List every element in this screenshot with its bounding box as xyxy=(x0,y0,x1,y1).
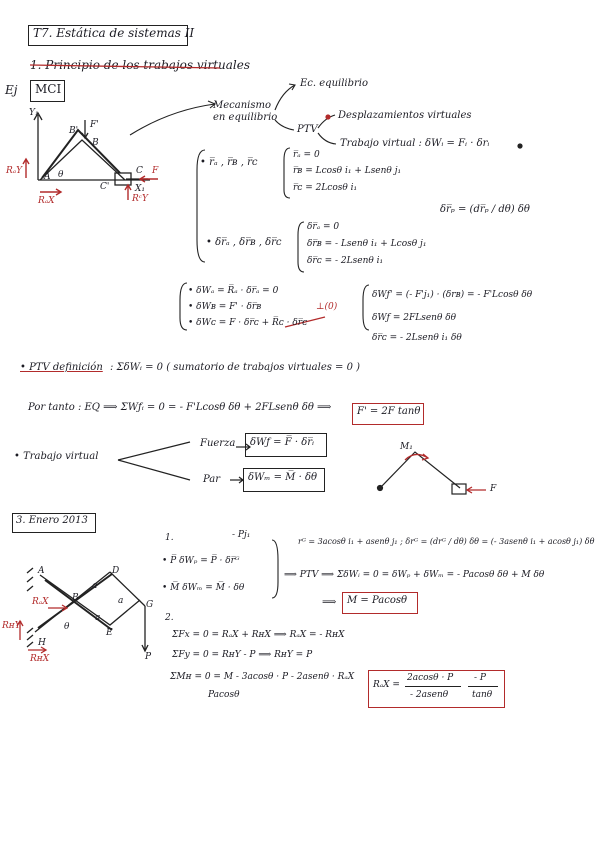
pj-label: - Pj₁ xyxy=(232,530,251,540)
trabajo-virtual-line: Trabajo virtual : δWᵢ = Fᵢ · δrᵢ xyxy=(340,138,490,149)
position-a: r̅ₐ = 0 xyxy=(293,150,320,160)
label-x1: X₁ xyxy=(135,184,146,194)
rax-num: 2acosθ · P xyxy=(407,673,454,683)
diag3-p: P xyxy=(145,652,152,662)
virtual-b: δr̅ʙ = - Lsenθ i₁ + Lcosθ j₁ xyxy=(307,239,427,249)
item1-label: 1. xyxy=(165,533,174,543)
m1-label: M₁ xyxy=(400,442,413,452)
par-formula: δWₘ = M̅ · δθ xyxy=(248,472,317,483)
m-line: • M̅ δWₘ = M̅ · δθ xyxy=(162,583,245,593)
sum-mh: ΣMʜ = 0 = M - 3acosθ · P - 2asenθ · RₐX xyxy=(170,672,355,682)
label-b: B xyxy=(92,138,99,148)
diag3-rax: RₐX xyxy=(32,597,49,607)
rax-den: - 2asenθ xyxy=(410,690,449,700)
m-result-arrow: ⟹ xyxy=(322,597,337,608)
diag3-b: B xyxy=(72,593,79,603)
mechanism-label: Mecanismo en equilibrio xyxy=(213,100,278,123)
par-label: Par xyxy=(203,474,221,485)
label-rax: RₐX xyxy=(38,196,55,206)
diag3-rhx: RʜX xyxy=(30,654,50,664)
virtual-c: δr̅ᴄ = - 2Lsenθ i₁ xyxy=(307,256,384,266)
topic-title: T7. Estática de sistemas II xyxy=(33,26,195,40)
label-f-prime: F' xyxy=(90,120,99,130)
label-rcy: RᶜY xyxy=(132,194,148,204)
sum-fx: ΣFx = 0 = RₐX + RʜX ⟹ RₐX = - RʜX xyxy=(172,630,345,640)
f-arrow-label: F xyxy=(490,484,497,494)
result-rc: δr̅ᴄ = - 2Lsenθ i₁ δθ xyxy=(372,333,462,343)
m-result: M = Pacosθ xyxy=(347,595,407,606)
virtual-header: • δr̅ₐ , δr̅ʙ , δr̅ᴄ xyxy=(206,237,282,248)
diag3-a: A xyxy=(38,566,45,576)
diag3-rhy: RʜY xyxy=(2,621,21,631)
diag3-e: E xyxy=(106,628,113,638)
diag3-a1: a xyxy=(92,581,98,591)
ptv-def-text: : ΣδWᵢ = 0 ( sumatorio de trabajos virtuales = 0 ) xyxy=(110,362,361,373)
work-line-c: • δWᴄ = F · δr̅ᴄ + R̅ᴄ · δr̅ᴄ xyxy=(188,318,308,328)
item2-label: 2. xyxy=(165,613,174,623)
diag3-a2: a xyxy=(118,596,124,606)
positions-header: • r̅ₐ , r̅ʙ , r̅ᴄ xyxy=(200,157,258,168)
ptv-line: ⟹ PTV ⟹ ΣδWᵢ = 0 = δWₚ + δWₘ = - Pacosθ δθ + M δθ xyxy=(284,570,545,580)
f-prime-result: F' = 2F tanθ xyxy=(357,406,421,417)
diag3-d: D xyxy=(112,566,120,576)
diag3-a3: a xyxy=(95,613,101,623)
ptv-def-label: • PTV definición xyxy=(20,362,103,373)
label-f: F xyxy=(152,166,159,176)
ptv-label: PTV xyxy=(297,124,318,135)
section3-title: 3. Enero 2013 xyxy=(16,515,88,526)
label-y1: Y₁ xyxy=(29,108,39,118)
trabajo-virtual-label: • Trabajo virtual xyxy=(14,451,99,462)
mci-label: MCI xyxy=(35,82,62,96)
drp-formula: δr̅ₚ = (dr̅ₚ / dθ) δθ xyxy=(440,204,530,215)
sum-fy: ΣFy = 0 = RʜY - P ⟹ RʜY = P xyxy=(172,650,313,660)
ej-label: Ej xyxy=(5,83,18,97)
por-tanto: Por tanto : EQ ⟹ ΣWƒᵢ = 0 = - F'Lcosθ δθ + 2FLsenθ δθ ⟹ xyxy=(28,402,332,413)
pacos-label: Pacosθ xyxy=(208,690,240,700)
label-ray: RₐY xyxy=(6,166,23,176)
diag3-h: H xyxy=(38,638,46,648)
label-c: C xyxy=(136,166,143,176)
work-line-a: • δWₐ = R̅ₐ · δr̅ₐ = 0 xyxy=(188,286,279,296)
p-line: • P̅ δWₚ = P̅ · δr̅ᴳ xyxy=(162,556,240,566)
final-fraction-bar xyxy=(468,686,498,687)
fuerza-formula: δWƒ = F̅ · δr̅ᵢ xyxy=(250,437,315,448)
section1-title: 1. Principio de los trabajos virtuales xyxy=(30,58,251,72)
work-line-b: • δWʙ = F' · δr̅ʙ xyxy=(188,302,262,312)
label-c-prime: C' xyxy=(100,182,110,192)
final-den: tanθ xyxy=(472,690,493,700)
position-c: r̅ᴄ = 2Lcosθ i₁ xyxy=(293,183,358,193)
final-num: - P xyxy=(474,673,486,683)
rg-formula: rᴳ = 3acosθ i₁ + asenθ j₁ ; δrᴳ = (drᴳ / dθ) δθ = (- 3asenθ i₁ + acosθ j₁) δθ xyxy=(298,537,595,546)
position-b: r̅ʙ = Lcosθ i₁ + Lsenθ j₁ xyxy=(293,166,402,176)
desplazamientos: Desplazamientos virtuales xyxy=(338,110,472,121)
diag3-theta: θ xyxy=(64,622,70,632)
diag3-g: G xyxy=(146,600,154,610)
label-a: A xyxy=(44,172,51,182)
result-wf: δWƒ = 2FLsenθ δθ xyxy=(372,313,457,323)
rax-lhs: RₐX = xyxy=(373,680,400,690)
label-theta: θ xyxy=(58,170,64,180)
rax-fraction-bar xyxy=(405,686,461,687)
label-b-prime: B' xyxy=(69,126,79,136)
result-wf-prime: δWƒ' = (- F'j₁) · (δrʙ) = - F'Lcosθ δθ xyxy=(372,290,533,300)
fuerza-label: Fuerza xyxy=(200,438,236,449)
perp-label: ⊥(0) xyxy=(316,302,338,312)
ec-equilibrio: Ec. equilibrio xyxy=(300,78,369,89)
virtual-a: δr̅ₐ = 0 xyxy=(307,222,340,232)
